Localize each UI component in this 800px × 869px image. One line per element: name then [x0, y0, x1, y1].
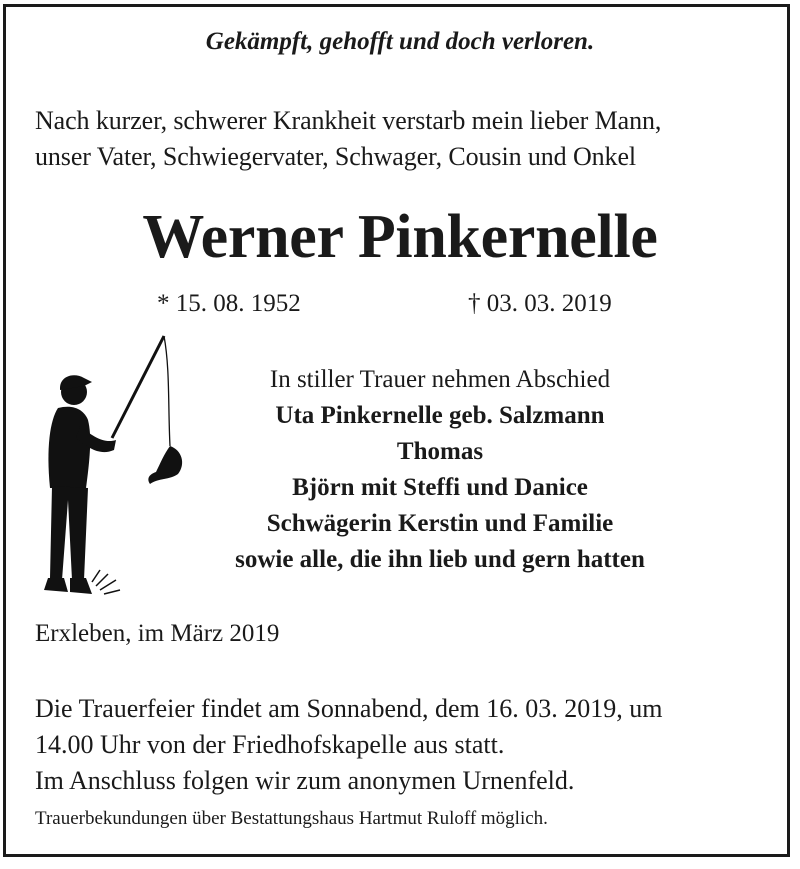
intro-line-2: unser Vater, Schwiegervater, Schwager, Cousin und Onkel	[35, 142, 637, 171]
mourner-name: Björn mit Steffi und Danice	[292, 474, 588, 501]
intro-line-1: Nach kurzer, schwerer Krankheit verstarb mein lieber Mann,	[35, 106, 662, 135]
condolence-note: Trauerbekundungen über Bestattungshaus Hartmut Ruloff möglich.	[35, 808, 548, 829]
mourner-name: Thomas	[396, 438, 484, 465]
mourner-name: Schwägerin Kerstin und Familie	[266, 510, 614, 537]
funeral-line-2: 14.00 Uhr von der Friedhofskapelle aus statt.	[35, 730, 505, 759]
funeral-line-1: Die Trauerfeier findet am Sonnabend, dem 16. 03. 2019, um	[35, 694, 663, 723]
motto: Gekämpft, gehofft und doch verloren.	[205, 28, 595, 55]
mourners-intro: In stiller Trauer nehmen Abschied	[269, 366, 611, 393]
birth-date: * 15. 08. 1952	[157, 290, 301, 317]
place-date: Erxleben, im März 2019	[35, 620, 280, 647]
deceased-name: Werner Pinkernelle	[142, 203, 658, 271]
death-date: † 03. 03. 2019	[468, 290, 612, 317]
funeral-line-3: Im Anschluss folgen wir zum anonymen Urnenfeld.	[35, 766, 575, 795]
mourner-name: Uta Pinkernelle geb. Salzmann	[275, 402, 605, 429]
mourner-name: sowie alle, die ihn lieb und gern hatten	[235, 546, 645, 573]
